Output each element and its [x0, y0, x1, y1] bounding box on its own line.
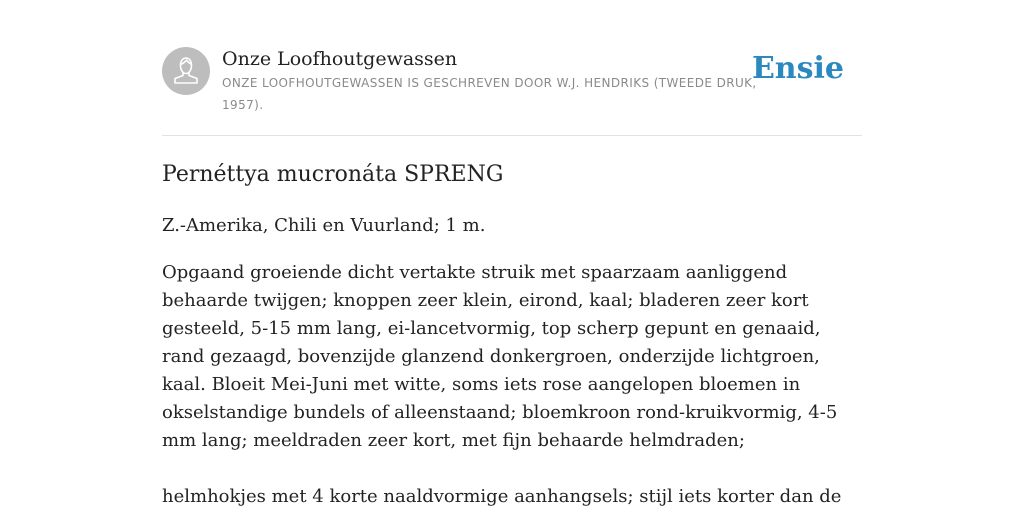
source-description: ONZE LOOFHOUTGEWASSEN IS GESCHREVEN DOOR W.J. HENDRIKS (TWEEDE DRUK, 1957).	[222, 76, 757, 112]
entry-origin: Z.-Amerika, Chili en Vuurland; 1 m.	[162, 215, 486, 236]
header-divider	[162, 135, 862, 136]
entry-body	[162, 259, 862, 512]
entry-paragraph: Opgaand groeiende dicht vertakte struik met spaarzaam aanliggend behaarde twijgen; knoppen zeer klein, eirond, kaal; bladeren zeer kort gesteeld, 5-15 mm lang, ei-lancetvormig, top scherp gepunt en genaaid, rand gezaagd, bovenzijde glanzend donkergroen, onderzijde lichtgroen, kaal. Bloeit Mei-Juni met witte, soms iets rose aangelopen bloemen in okselstandige bundels of alleenstaand; bloemkroon rond-kruikvormig, 4-5 mm lang; meeldraden zeer kort, met fijn behaarde helmdraden;	[162, 262, 838, 451]
source-title[interactable]: Onze Loofhoutgewassen	[222, 48, 458, 70]
entry-title: Pernéttya mucronáta SPRENG	[162, 162, 504, 187]
page-container	[162, 0, 862, 512]
user-silhouette-icon	[162, 47, 210, 95]
ensie-logo-link[interactable]: Ensie	[751, 51, 844, 86]
source-avatar[interactable]	[162, 47, 210, 95]
entry-paragraph: helmhokjes met 4 korte naaldvormige aanhangsels; stijl iets korter dan de	[162, 486, 842, 507]
source-header	[162, 47, 862, 135]
